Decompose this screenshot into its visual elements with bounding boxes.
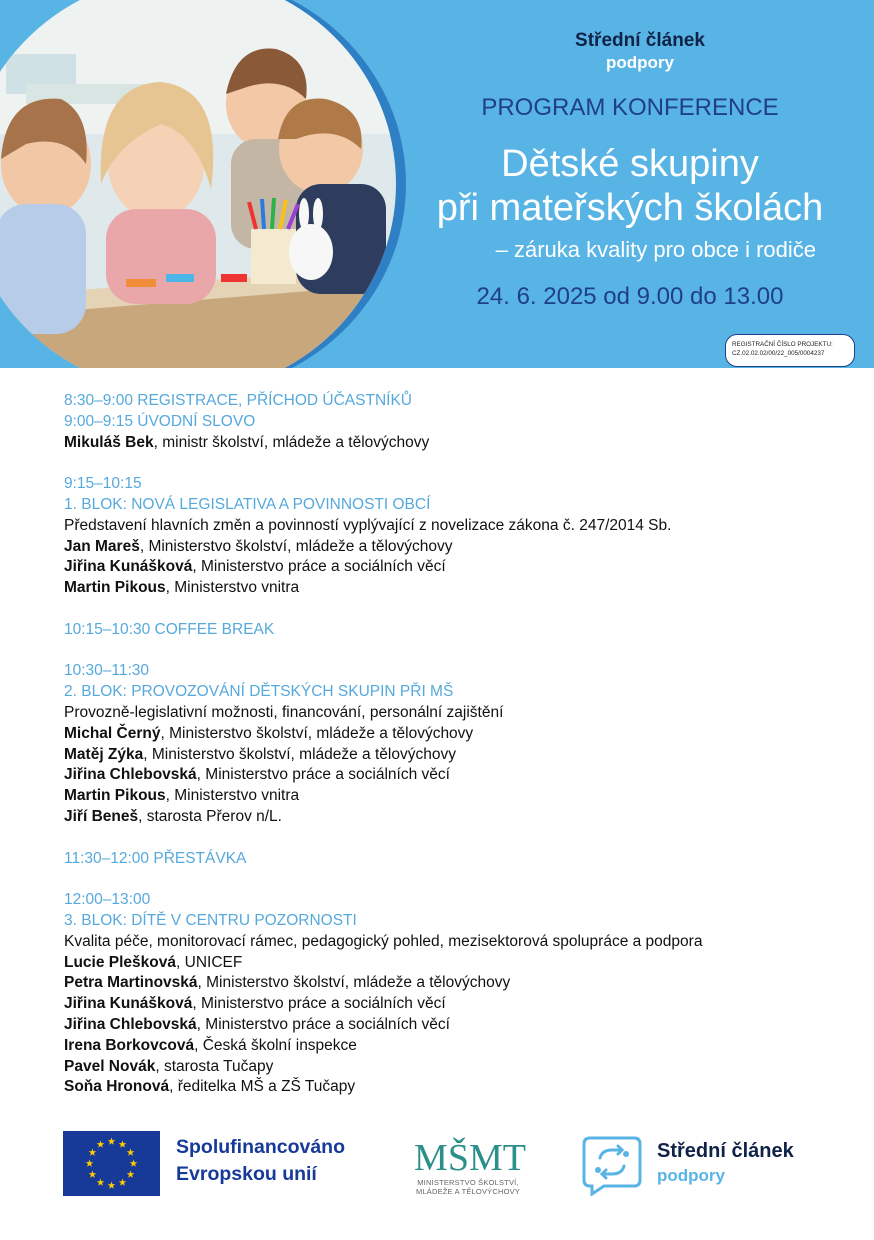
speaker-name: Jiřina Chlebovská <box>64 766 197 784</box>
program-heading: 10:15–10:30 COFFEE BREAK <box>64 620 275 638</box>
speaker-affiliation: , Ministerstvo práce a sociálních věcí <box>196 1015 450 1033</box>
msmt-line1: MINISTERSTVO ŠKOLSTVÍ, <box>417 1178 519 1187</box>
speaker-name: Martin Pikous <box>64 579 166 597</box>
speaker-line <box>64 765 864 786</box>
program-spacer <box>64 641 864 662</box>
speaker-name: Soňa Hronová <box>64 1078 170 1096</box>
speaker-line <box>64 557 864 578</box>
program-heading: 8:30–9:00 REGISTRACE, PŘÍCHOD ÚČASTNÍKŮ <box>64 392 412 409</box>
eu-star-icon <box>89 1149 97 1156</box>
photo-frame <box>0 0 406 368</box>
speaker-line <box>64 1015 864 1036</box>
eu-star-icon <box>130 1160 138 1167</box>
speaker-name: Mikuláš Bek <box>64 433 154 451</box>
registration-box <box>725 334 855 367</box>
speaker-name: Petra Martinovská <box>64 974 198 992</box>
program-description: Kvalita péče, monitorovací rámec, pedagogický pohled, mezisektorová spolupráce a podpora <box>64 932 703 950</box>
speaker-affiliation: , Ministerstvo práce a sociálních věcí <box>192 995 446 1013</box>
speaker-name: Jiří Beneš <box>64 807 139 825</box>
eu-cofunding-text <box>176 1134 345 1188</box>
speaker-name: Michal Černý <box>64 724 161 742</box>
eu-star-icon <box>127 1149 135 1156</box>
scp-text <box>657 1140 794 1186</box>
program-heading: 10:30–11:30 <box>64 662 150 680</box>
msmt-caption <box>388 1178 548 1196</box>
brand-line1: Střední článek <box>575 30 705 51</box>
speaker-name: Jiřina Kunášková <box>64 558 193 576</box>
speaker-line <box>64 1057 864 1078</box>
speaker-affiliation: , Ministerstvo školství, mládeže a tělovýchovy <box>143 745 456 763</box>
speaker-line <box>64 724 864 745</box>
speaker-line <box>64 433 864 454</box>
speaker-name: Matěj Zýka <box>64 745 144 763</box>
eu-line1: Spolufinancováno <box>176 1136 346 1158</box>
speaker-affiliation: , ministr školství, mládeže a tělovýchovy <box>153 433 430 451</box>
speaker-affiliation: , starosta Přerov n/L. <box>138 807 282 825</box>
scp-line2: podpory <box>657 1166 725 1185</box>
program-spacer <box>64 453 864 474</box>
header-banner <box>0 0 874 368</box>
eu-star-icon <box>97 1179 105 1186</box>
speaker-line <box>64 745 864 766</box>
eu-star-icon <box>119 1179 127 1186</box>
speaker-affiliation: , ředitelka MŠ a ZŠ Tučapy <box>169 1078 356 1096</box>
speaker-affiliation: , Ministerstvo školství, mládeže a tělovýchovy <box>139 537 453 555</box>
speaker-line <box>64 1077 864 1098</box>
speaker-name: Lucie Plešková <box>64 953 177 971</box>
speaker-line <box>64 994 864 1015</box>
speaker-line <box>64 578 864 599</box>
speaker-affiliation: , Česká školní inspekce <box>194 1036 357 1054</box>
eu-star-icon <box>108 1138 116 1145</box>
speaker-affiliation: , Ministerstvo práce a sociálních věcí <box>196 766 450 784</box>
program-description: Představení hlavních změn a povinností vyplývající z novelizace zákona č. 247/2014 Sb. <box>64 516 672 534</box>
eu-star-icon <box>86 1160 94 1167</box>
eu-star-icon <box>89 1171 97 1178</box>
speaker-affiliation: , UNICEF <box>176 953 243 971</box>
footer-logos <box>0 1120 874 1220</box>
program-heading: 3. BLOK: DÍTĚ V CENTRU POZORNOSTI <box>64 911 357 929</box>
speaker-line <box>64 1036 864 1057</box>
program-spacer <box>64 599 864 620</box>
title-line1: Dětské skupiny <box>501 143 759 185</box>
eu-star-icon <box>127 1171 135 1178</box>
speaker-name: Pavel Novák <box>64 1057 156 1075</box>
eu-flag-icon <box>63 1131 160 1196</box>
scp-line1: Střední článek <box>657 1140 794 1162</box>
eu-line2: Evropskou unií <box>176 1163 317 1185</box>
program-heading: 11:30–12:00 PŘESTÁVKA <box>64 849 247 867</box>
brand-top <box>560 30 720 73</box>
program-label: PROGRAM KONFERENCE <box>481 94 779 121</box>
program-spacer <box>64 828 864 849</box>
eu-star-icon <box>119 1140 127 1147</box>
registration-number: CZ.02.02.02/00/22_005/0004237 <box>732 350 825 357</box>
speaker-line <box>64 807 864 828</box>
subtitle: – záruka kvality pro obce i rodiče <box>495 237 816 262</box>
scp-logo-icon <box>580 1132 644 1196</box>
eu-star-icon <box>108 1182 116 1189</box>
speaker-name: Irena Borkovcová <box>64 1036 195 1054</box>
program-heading: 9:15–10:15 <box>64 475 142 493</box>
msmt-logo-text: MŠMT <box>414 1137 526 1179</box>
speaker-line <box>64 953 864 974</box>
program-heading: 2. BLOK: PROVOZOVÁNÍ DĚTSKÝCH SKUPIN PŘI MŠ <box>64 683 454 701</box>
speaker-line <box>64 537 864 558</box>
speaker-name: Jiřina Chlebovská <box>64 1015 197 1033</box>
registration-label: REGISTRAČNÍ ČÍSLO PROJEKTU: <box>732 341 833 348</box>
event-date: 24. 6. 2025 od 9.00 do 13.00 <box>476 283 784 310</box>
program-heading: 9:00–9:15 ÚVODNÍ SLOVO <box>64 412 256 430</box>
speaker-line <box>64 786 864 807</box>
eu-star-icon <box>97 1140 105 1147</box>
msmt-line2: MLÁDEŽE A TĚLOVÝCHOVY <box>415 1187 521 1196</box>
speaker-name: Jan Mareš <box>64 537 140 555</box>
children-photo <box>0 0 396 368</box>
program-heading: 12:00–13:00 <box>64 891 151 909</box>
title-line2: při mateřských školách <box>436 187 824 229</box>
program-spacer <box>64 869 864 890</box>
speaker-name: Martin Pikous <box>64 787 166 805</box>
speaker-affiliation: , Ministerstvo školství, mládeže a tělovýchovy <box>197 974 511 992</box>
program-description: Provozně-legislativní možnosti, financování, personální zajištění <box>64 703 504 721</box>
speaker-affiliation: , Ministerstvo školství, mládeže a tělovýchovy <box>160 724 474 742</box>
speaker-line <box>64 973 864 994</box>
program-heading: 1. BLOK: NOVÁ LEGISLATIVA A POVINNOSTI OBCÍ <box>64 495 431 513</box>
speaker-affiliation: , Ministerstvo vnitra <box>165 787 300 805</box>
speaker-affiliation: , starosta Tučapy <box>155 1057 274 1075</box>
program-list <box>64 391 864 1098</box>
speaker-affiliation: , Ministerstvo práce a sociálních věcí <box>192 558 446 576</box>
brand-line2: podpory <box>606 53 674 72</box>
speaker-affiliation: , Ministerstvo vnitra <box>165 579 300 597</box>
speaker-name: Jiřina Kunášková <box>64 995 193 1013</box>
